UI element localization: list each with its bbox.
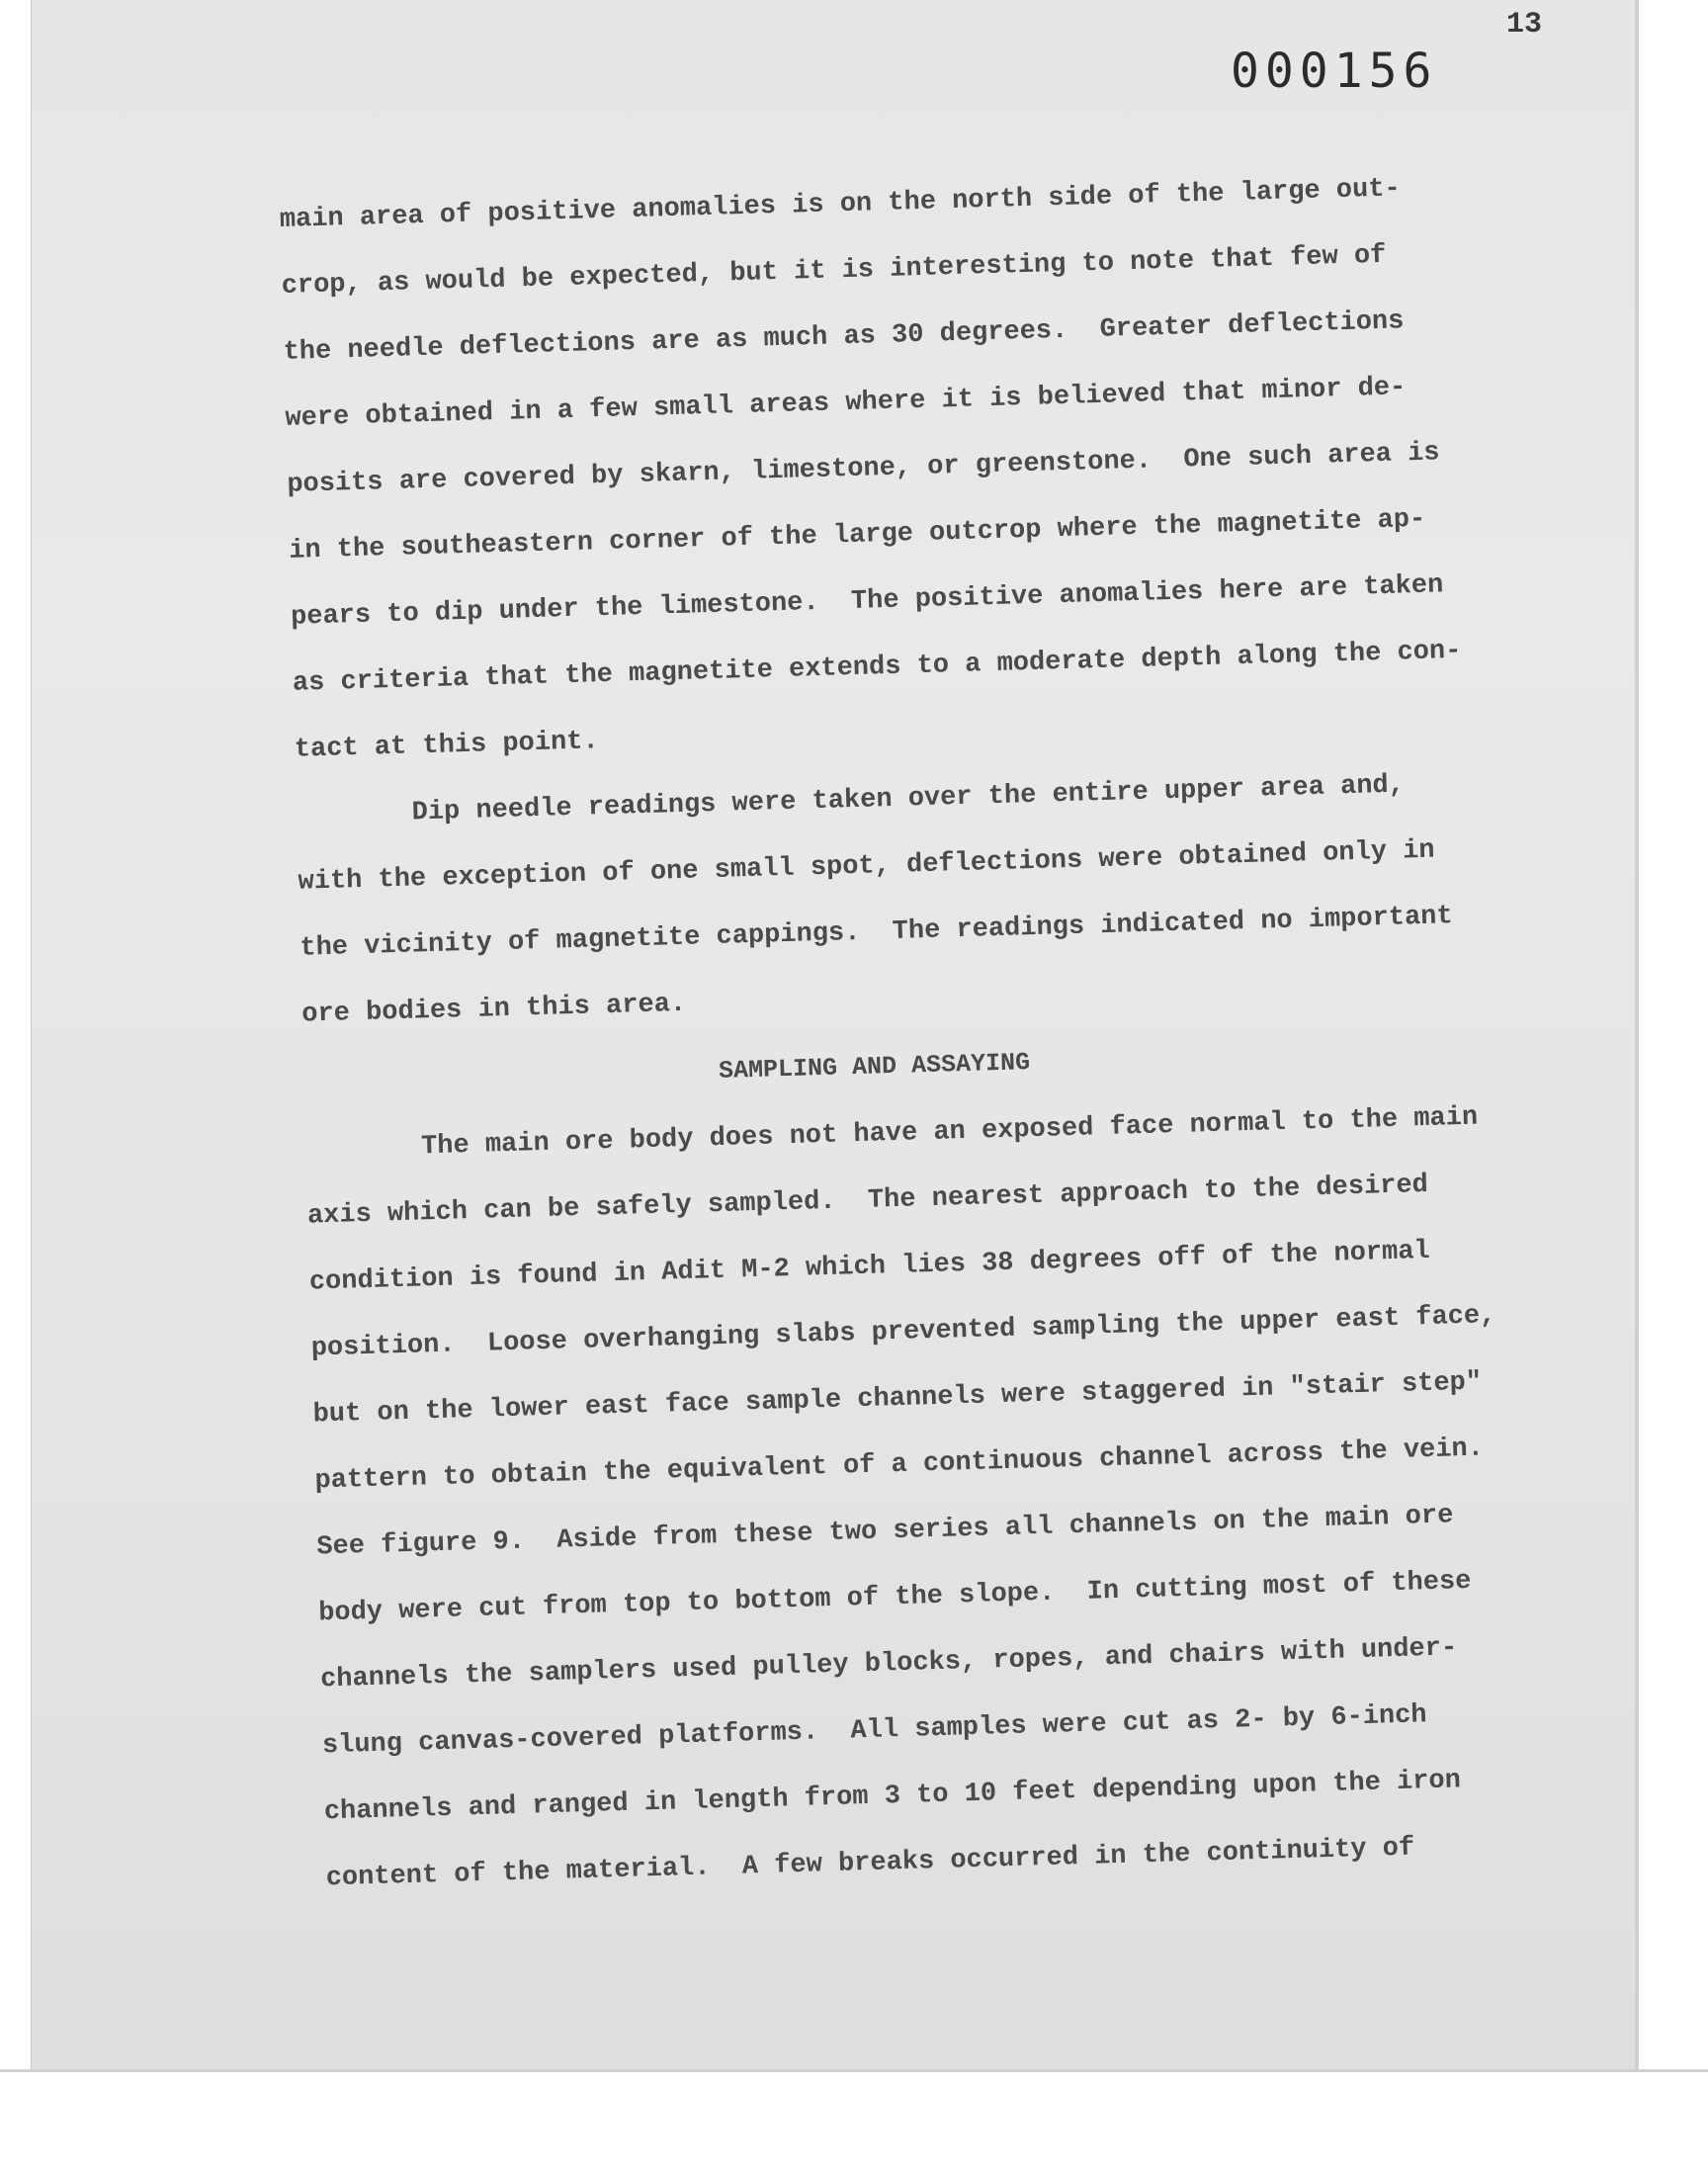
paragraph-anomalies [279,153,1530,784]
text-line: content of the material. A few breaks occurred in the continuity of [325,1833,1415,1894]
text-line: the needle deflections are as much as 30 degrees. Greater deflections [283,306,1405,368]
text-line: condition is found in Adit M-2 which lies 38 degrees off of the normal [308,1236,1431,1298]
text-line: axis which can be safely sampled. The nearest approach to the desired [306,1170,1429,1232]
text-line: crop, as would be expected, but it is interesting to note that few of [281,240,1387,302]
paragraph-sampling [304,1084,1562,1913]
paper-bottom-edge [0,2069,1708,2072]
page-number: 13 [1506,8,1543,42]
text-line: Dip needle readings were taken over the entire upper area and, [411,770,1406,828]
text-line: in the southeastern corner of the large outcrop where the magnetite ap- [288,504,1426,566]
text-line: tact at this point. [294,727,600,765]
text-line: but on the lower east face sample channels were staggered in "stair step" [312,1367,1483,1431]
text-line: channels the samplers used pulley blocks, ropes, and chairs with under- [319,1633,1458,1696]
text-line: body were cut from top to bottom of the slope. In cutting most of these [317,1566,1472,1629]
paper-right-edge [1635,0,1639,2069]
typed-text-body [279,153,1562,1912]
text-line: position. Loose overhanging slabs prevented sampling the upper east face, [310,1301,1496,1364]
document-stamp-number: 000156 [1231,44,1438,99]
text-line: ore bodies in this area. [300,989,687,1030]
text-line: pears to dip under the limestone. The positive anomalies here are taken [290,570,1444,633]
text-line: slung canvas-covered platforms. All samples were cut as 2- by 6-inch [321,1700,1427,1762]
paragraph-dip-needle [296,749,1538,1049]
text-line: main area of positive anomalies is on the north side of the large out- [279,174,1402,235]
text-line: as criteria that the magnetite extends to a moderate depth along the con- [292,636,1462,699]
text-line: the vicinity of magnetite cappings. The readings indicated no important [299,902,1454,964]
text-line: The main ore body does not have an exposed face normal to the main [420,1102,1479,1163]
text-line: posits are covered by skarn, limestone, or greenstone. One such area is [286,438,1440,500]
text-line: See figure 9. Aside from these two series all channels on the main ore [316,1501,1454,1563]
section-heading: SAMPLING AND ASSAYING [718,1048,1031,1086]
text-line: were obtained in a few small areas where it is believed that minor de- [285,373,1407,434]
text-line: pattern to obtain the equivalent of a continuous channel across the vein. [314,1434,1485,1497]
text-line: with the exception of one small spot, deflections were obtained only in [298,835,1435,898]
text-line: channels and ranged in length from 3 to 10 feet depending upon the iron [323,1766,1462,1828]
